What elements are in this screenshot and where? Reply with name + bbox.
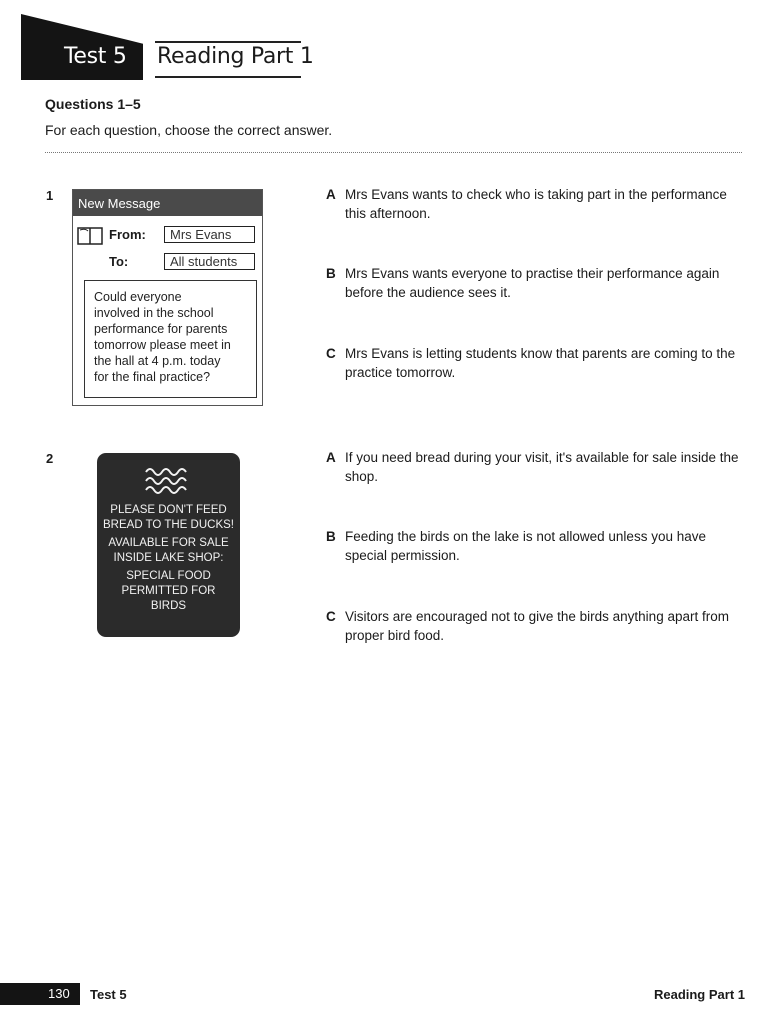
option-letter: C [326,609,336,624]
question-number-2: 2 [46,451,54,466]
sign-line: SPECIAL FOOD PERMITTED FOR BIRDS [121,570,216,612]
q2-option-b[interactable] [326,527,746,565]
body-line: involved in the school [94,306,214,320]
footer-section-label: Reading Part 1 [653,987,745,1002]
q1-option-b[interactable] [326,264,746,302]
question-number-1: 1 [46,188,54,203]
footer-test-label: Test 5 [90,987,127,1002]
option-letter: A [326,187,336,202]
title-rule-bottom [155,76,301,78]
body-line: performance for parents [94,322,228,336]
option-text: Mrs Evans wants everyone to practise their performance again before the audience sees it. [345,266,720,300]
body-line: for the final practice? [94,370,211,384]
message-body [84,280,257,398]
body-line: tomorrow please meet in [94,338,231,352]
to-field: All students [164,253,255,270]
dotted-divider [45,152,742,153]
page-number: 130 [48,986,70,1001]
from-label: From: [109,227,146,242]
q1-option-c[interactable] [326,344,746,382]
option-text: Feeding the birds on the lake is not allowed unless you have special permission. [345,529,706,563]
to-label: To: [109,254,129,269]
q2-option-a[interactable] [326,448,746,486]
body-line: Could everyone [94,290,182,304]
option-letter: A [326,450,336,465]
option-text: Mrs Evans wants to check who is taking part in the performance this afternoon. [345,187,727,221]
option-letter: C [326,346,336,361]
message-card [72,189,263,406]
water-waves-icon [144,464,192,497]
sign-line: PLEASE DON'T FEED BREAD TO THE DUCKS! [103,504,235,531]
part-title: Reading Part 1 [157,44,314,69]
q2-option-c[interactable] [326,607,746,645]
from-field: Mrs Evans [164,226,255,243]
test-label: Test 5 [64,44,127,69]
title-rule-top [155,41,301,43]
sign-line: AVAILABLE FOR SALE INSIDE LAKE SHOP: [108,537,229,564]
book-icon [77,226,103,246]
questions-heading: Questions 1–5 [45,96,141,112]
body-line: the hall at 4 p.m. today [94,354,221,368]
option-letter: B [326,529,336,544]
option-text: If you need bread during your visit, it's available for sale inside the shop. [345,450,739,484]
option-text: Mrs Evans is letting students know that parents are coming to the practice tomorrow. [345,346,736,380]
q1-option-a[interactable] [326,185,746,223]
instruction: For each question, choose the correct answer. [45,122,333,138]
option-text: Visitors are encouraged not to give the birds anything apart from proper bird food. [345,609,729,643]
message-header: New Message [73,190,262,216]
option-letter: B [326,266,336,281]
lake-sign [97,453,240,637]
